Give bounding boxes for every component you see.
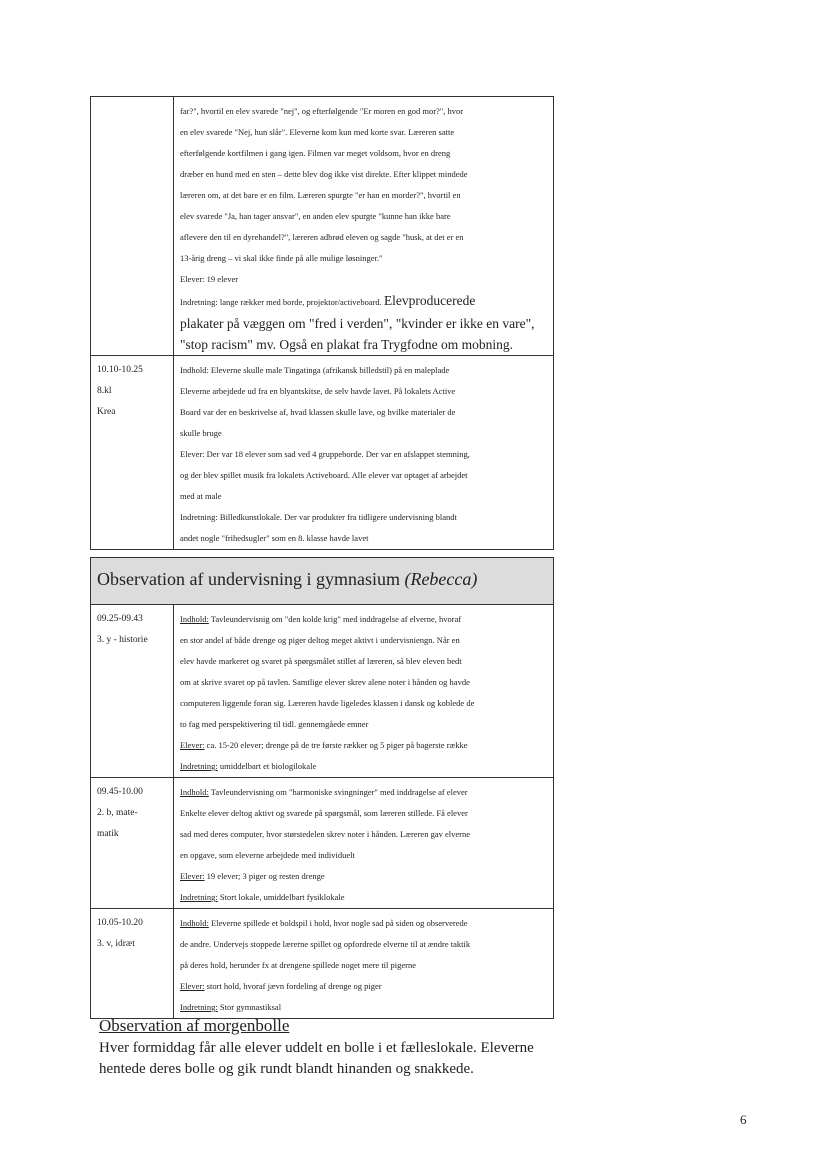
text-line: med at male xyxy=(180,491,222,501)
indretning-line xyxy=(180,887,547,908)
text-line: Board var der en beskrivelse af, hvad klassen skulle lave, og hvilke materialer de xyxy=(180,407,456,417)
indhold-text: Eleverne spillede et boldspil i hold, hvor nogle sad på siden og observerede xyxy=(208,918,468,928)
table-row xyxy=(91,356,554,550)
text-line: Indhold: Eleverne skulle male Tingatinga (afrikansk billedstil) på en maleplade xyxy=(180,365,450,375)
indhold-line xyxy=(180,782,547,803)
time-line: Krea xyxy=(97,407,116,417)
time-cell xyxy=(91,778,174,909)
elever-line xyxy=(180,866,547,887)
text-line: to fag med perspektivering til tidl. gennemgåede emner xyxy=(180,719,369,729)
indretning-text: Stort lokale, umiddelbart fysiklokale xyxy=(217,892,345,902)
page-number: 6 xyxy=(740,1112,747,1127)
elever-text: ca. 15-20 elever; drenge på de tre første rækker og 5 piger på bagerste række xyxy=(204,740,468,750)
indretning-line xyxy=(180,290,547,313)
content-cell xyxy=(174,909,554,1019)
indretning-label: Indretning: xyxy=(180,1002,218,1012)
indhold-label: Indhold: xyxy=(180,787,209,797)
time-line: 09.45-10.00 xyxy=(97,787,143,797)
content-cell xyxy=(174,356,554,550)
time-cell xyxy=(91,909,174,1019)
time-cell xyxy=(91,356,174,550)
morning-section xyxy=(99,1016,579,1080)
elever-text: stort hold, hvoraf jævn fordeling af drenge og piger xyxy=(204,981,382,991)
content-cell xyxy=(174,97,554,356)
observation-table-1 xyxy=(90,96,554,550)
time-cell xyxy=(91,97,174,356)
text-line: de andre. Undervejs stoppede lærerne spillet og opfordrede elverne til at ændre taktik xyxy=(180,939,471,949)
text-line: en elev svarede "Nej, hun slår". Eleverne kom kun med korte svar. Læreren satte xyxy=(180,127,455,137)
elever-line xyxy=(180,976,547,997)
observation-table-2 xyxy=(90,557,554,1019)
text-line: 13-årig dreng – vi skal ikke finde på alle mulige løsninger." xyxy=(180,253,383,263)
time-line: 8.kl xyxy=(97,386,112,396)
text-line: en opgave, som eleverne arbejdede med individuelt xyxy=(180,850,355,860)
section-heading xyxy=(91,558,554,605)
indretning-label: Indretning: xyxy=(180,892,218,902)
indhold-line xyxy=(180,609,547,630)
indretning-text: Stor gymnastiksal xyxy=(217,1002,282,1012)
indhold-label: Indhold: xyxy=(180,918,209,928)
content-cell xyxy=(174,605,554,778)
heading-name: (Rebecca) xyxy=(404,569,478,589)
text-line: på deres hold, herunder fx at drengene spillede noget mere til pigerne xyxy=(180,960,417,970)
text-line: Elever: Der var 18 elever som sad ved 4 gruppeborde. Der var en afslappet stemning, xyxy=(180,449,470,459)
text-line: computeren liggende foran sig. Læreren havde ligeledes klassen i dansk og koblede de xyxy=(180,698,475,708)
text-line: far?", hvortil en elev svarede "nej", og efterfølgende "Er moren en god mor?", hvor xyxy=(180,106,464,116)
indhold-text: Tavleundervisning om "harmoniske svingninger" med inddragelse af elever xyxy=(208,787,468,797)
time-line: 3. v, idræt xyxy=(97,939,135,949)
text-line: sad med deres computer, hvor størstedelen skrev noter i hånden. Læreren gav elverne xyxy=(180,829,470,839)
indretning-line xyxy=(180,756,547,777)
elever-line xyxy=(180,735,547,756)
text-line: andet nogle "frihedsugler" som en 8. klasse havde lavet xyxy=(180,533,369,543)
elever-text: 19 elever; 3 piger og resten drenge xyxy=(204,871,325,881)
table-row xyxy=(91,605,554,778)
time-line: 10.05-10.20 xyxy=(97,918,143,928)
paragraph-line: Hver formiddag får alle elever uddelt en bolle i et fælleslokale. Eleverne xyxy=(99,1040,534,1056)
time-line: 2. b, mate- xyxy=(97,808,138,818)
table-row xyxy=(91,778,554,909)
table-row xyxy=(91,909,554,1019)
paragraph xyxy=(99,1038,579,1080)
text-line: elev havde markeret og svaret på spørgsmålet stillet af læreren, så blev eleven bedt xyxy=(180,656,462,666)
text-line: og der blev spillet musik fra lokalets Activeboard. Alle elever var optaget af arbejdet xyxy=(180,470,468,480)
text-line: om at skrive svaret op på tavlen. Samtlige elever skrev alene noter i hånden og havde xyxy=(180,677,470,687)
indhold-text: Tavleundervisnig om "den kolde krig" med inddragelse af elverne, hvoraf xyxy=(208,614,462,624)
heading-text: Observation af undervisning i gymnasium xyxy=(97,569,405,589)
paragraph-line: hentede deres bolle og gik rundt blandt hinanden og snakkede. xyxy=(99,1061,474,1077)
indretning-text: umiddelbart et biologilokale xyxy=(217,761,317,771)
time-line: 3. y - historie xyxy=(97,635,148,645)
indhold-label: Indhold: xyxy=(180,614,209,624)
text-line: læreren om, at det bare er en film. Læreren spurgte "er han en morder?", hvortil en xyxy=(180,190,461,200)
text-line: elev svarede "Ja, han tager ansvar", en anden elev spurgte "kunne han ikke bare xyxy=(180,211,451,221)
content-cell xyxy=(174,778,554,909)
indretning-big-line: plakater på væggen om "fred i verden", "kvinder er ikke en vare", xyxy=(180,316,535,331)
elever-label: Elever: xyxy=(180,981,205,991)
indretning-big-text: Elevproducerede xyxy=(383,293,476,308)
text-line: skulle bruge xyxy=(180,428,222,438)
indretning-small-text: Indretning: lange rækker med borde, projektor/activeboard. xyxy=(180,297,384,307)
indretning-line xyxy=(180,997,547,1018)
elever-label: Elever: xyxy=(180,871,205,881)
table-header-row xyxy=(91,558,554,605)
text-line: aflevere den til en dyrehandel?", læreren adbrød eleven og sagde "husk, at det er en xyxy=(180,232,464,242)
section-heading: Observation af morgenbolle xyxy=(99,1016,290,1035)
text-line: dræber en hund med en sten – dette blev dog ikke vist direkte. Efter klippet mindede xyxy=(180,169,468,179)
text-line: Enkelte elever deltog aktivt og svarede på spørgsmål, som læreren stillede. Få elever xyxy=(180,808,468,818)
indhold-line xyxy=(180,913,547,934)
text-line: Eleverne arbejdede ud fra en blyantskitse, de selv havde lavet. På lokalets Active xyxy=(180,386,456,396)
indretning-label: Indretning: xyxy=(180,761,218,771)
time-cell xyxy=(91,605,174,778)
time-line: 10.10-10.25 xyxy=(97,365,143,375)
time-line: 09.25-09.43 xyxy=(97,614,143,624)
indretning-big-line: "stop racism" mv. Også en plakat fra Trygfodne om mobning. xyxy=(180,337,513,352)
text-line: Indretning: Billedkunstlokale. Der var produkter fra tidligere undervisning blandt xyxy=(180,512,457,522)
time-line: matik xyxy=(97,829,119,839)
elever-label: Elever: xyxy=(180,740,205,750)
table-row xyxy=(91,97,554,356)
text-line: en stor andel af både drenge og piger deltog meget aktivt i undervisniengn. Når en xyxy=(180,635,460,645)
text-line: efterfølgende kortfilmen i gang igen. Filmen var meget voldsom, hvor en dreng xyxy=(180,148,451,158)
text-line: Elever: 19 elever xyxy=(180,274,239,284)
